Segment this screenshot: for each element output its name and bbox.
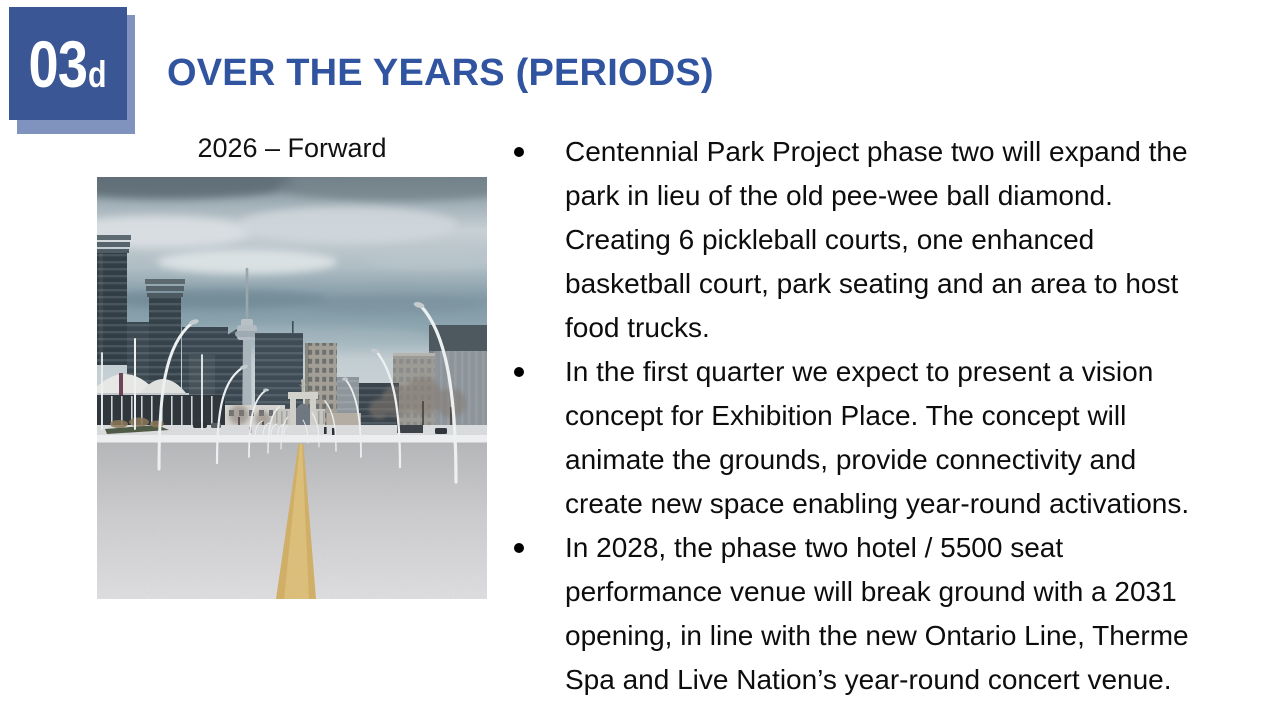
road [97,443,487,600]
bullet-line: performance venue will break ground with a 2031 [565,576,1177,607]
bullet-line: create new space enabling year-round activations. [565,488,1190,519]
bullet-line: Spa and Live Nation’s year-round concert venue. [565,664,1172,695]
bullet-line: concept for Exhibition Place. The concept will [565,400,1127,431]
bullet-marker [514,543,524,553]
bullet-line: In 2028, the phase two hotel / 5500 seat [565,532,1064,563]
snow-strip [97,435,487,443]
bullet-line: In the first quarter we expect to present a vision [565,356,1154,387]
slide-number-badge [9,7,137,135]
bench [397,425,423,433]
slide-title: OVER THE YEARS (PERIODS) [167,52,714,94]
bullet-line: basketball court, park seating and an area to host [565,268,1179,299]
photo-scene [97,177,487,599]
bullet-line: animate the grounds, provide connectivity and [565,444,1137,475]
bullet-list [512,130,1274,702]
badge-front [9,7,127,120]
bullet-item [512,526,1274,702]
bullet-line: opening, in line with the new Ontario Line, Therme [565,620,1189,651]
exhibition-place-photo [97,177,487,599]
badge-letter: d [88,53,107,95]
bullet-line: Centennial Park Project phase two will expand the [565,136,1188,167]
period-label: 2026 – Forward [197,133,387,163]
badge-text [29,26,107,101]
bullet-line: park in lieu of the old pee-wee ball diamond. [565,180,1113,211]
bullet-marker [514,367,524,377]
badge-number: 03 [29,26,88,101]
bullet-line: Creating 6 pickleball courts, one enhanced [565,224,1095,255]
bullet-marker [514,147,524,157]
bullet-item [512,130,1274,350]
bullet-line: food trucks. [565,312,710,343]
bullet-item [512,350,1274,526]
